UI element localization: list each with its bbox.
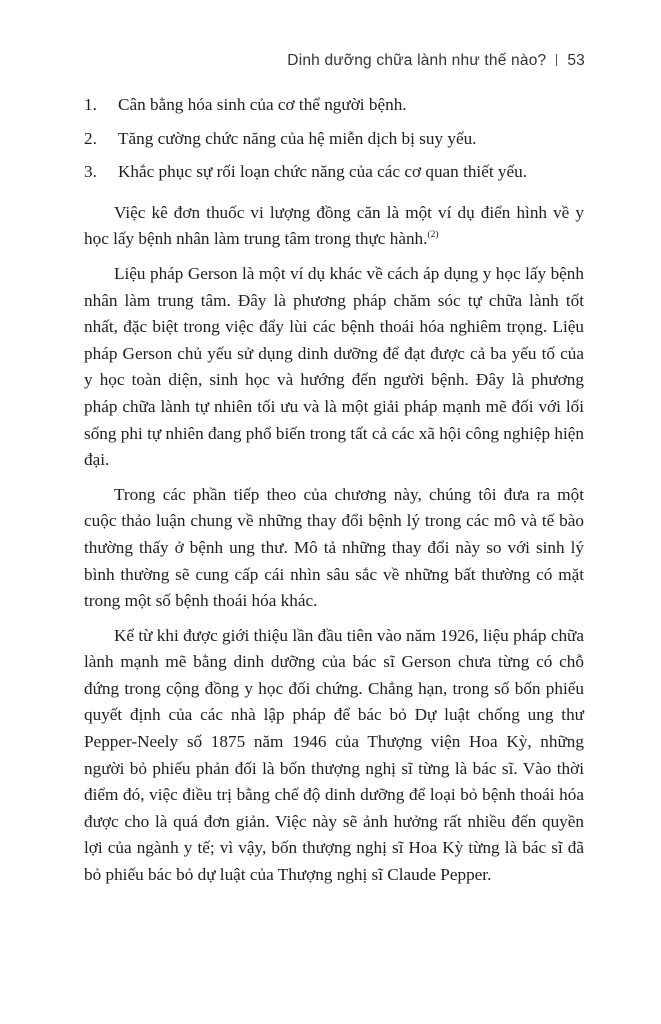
list-item-number: 3. bbox=[84, 162, 97, 182]
paragraph bbox=[84, 623, 584, 889]
list-item bbox=[84, 159, 584, 186]
paragraph-text: Trong các phần tiếp theo của chương này, chúng tôi đưa ra một cuộc thảo luận chung về những thay đổi bệnh lý trong các mô và tế bào thường thấy ở bệnh ung thư. Mô tả những thay đổi này so với sinh lý bình thường sẽ cung cấp cái nhìn sâu sắc về những bất thường có mặt trong một số bệnh thoái hóa khác. bbox=[84, 484, 584, 611]
header-separator bbox=[556, 54, 557, 66]
paragraph-text: Việc kê đơn thuốc vi lượng đồng căn là một ví dụ điển hình về y học lấy bệnh nhân làm trung tâm trong thực hành. bbox=[84, 202, 584, 249]
page-number: 53 bbox=[567, 52, 585, 69]
paragraph bbox=[84, 482, 584, 615]
running-header bbox=[287, 52, 585, 70]
list-item-text: Tăng cường chức năng của hệ miễn dịch bị suy yếu. bbox=[118, 128, 477, 148]
paragraph bbox=[84, 261, 584, 474]
list-item-text: Khắc phục sự rối loạn chức năng của các cơ quan thiết yếu. bbox=[118, 162, 528, 182]
paragraph bbox=[84, 200, 584, 253]
footnote-marker[interactable]: (2) bbox=[427, 230, 439, 241]
list-item-number: 1. bbox=[84, 95, 97, 114]
list-item-text: Cân bằng hóa sinh của cơ thể người bệnh. bbox=[118, 95, 407, 114]
list-item bbox=[84, 92, 584, 119]
body-text bbox=[84, 92, 584, 897]
chapter-title: Dinh dưỡng chữa lành như thế nào? bbox=[287, 52, 547, 69]
paragraph-text: Kể từ khi được giới thiệu lần đầu tiên vào năm 1926, liệu pháp chữa lành mạnh mẽ bằng dinh dưỡng của bác sĩ Gerson chưa từng có chỗ đứng trong cộng đồng y học đối chứng. Chẳng hạn, trong số bốn phiếu quyết định của các nhà lập pháp để bác bỏ Dự luật chống ung thư Pepper-Neely số 1875 năm 1946 của Thượng viện Hoa Kỳ, những người bỏ phiếu phản đối là bốn thượng nghị sĩ từng là bác sĩ. Vào thời điểm đó, việc điều trị bằng chế độ dinh dưỡng để loại bỏ bệnh thoái hóa được cho là quá đơn giản. Việc này sẽ ảnh hưởng rất nhiều đến quyền lợi của ngành y tế; vì vậy, bốn thượng nghị sĩ Hoa Kỳ từng là bác sĩ đã bỏ phiếu bác bỏ dự luật của Thượng nghị sĩ Claude Pepper. bbox=[84, 625, 584, 885]
list-item bbox=[84, 126, 584, 153]
paragraph-text: Liệu pháp Gerson là một ví dụ khác về cách áp dụng y học lấy bệnh nhân làm trung tâm. Đây là phương pháp chăm sóc tự chữa lành tốt nhất, đặc biệt trong việc đẩy lùi các bệnh thoái hóa nghiêm trọng. Liệu pháp Gerson chủ yếu sử dụng dinh dưỡng để đạt được cả ba yếu tố của y học toàn diện, sinh học và hướng đến người bệnh. Đây là phương pháp chữa lành tự nhiên tối ưu và là một giải pháp mạnh mẽ đối với lối sống phi tự nhiên đang phổ biến trong tất cả các xã hội công nghiệp hiện đại. bbox=[84, 263, 584, 470]
list-item-number: 2. bbox=[84, 128, 97, 148]
numbered-list bbox=[84, 92, 584, 186]
